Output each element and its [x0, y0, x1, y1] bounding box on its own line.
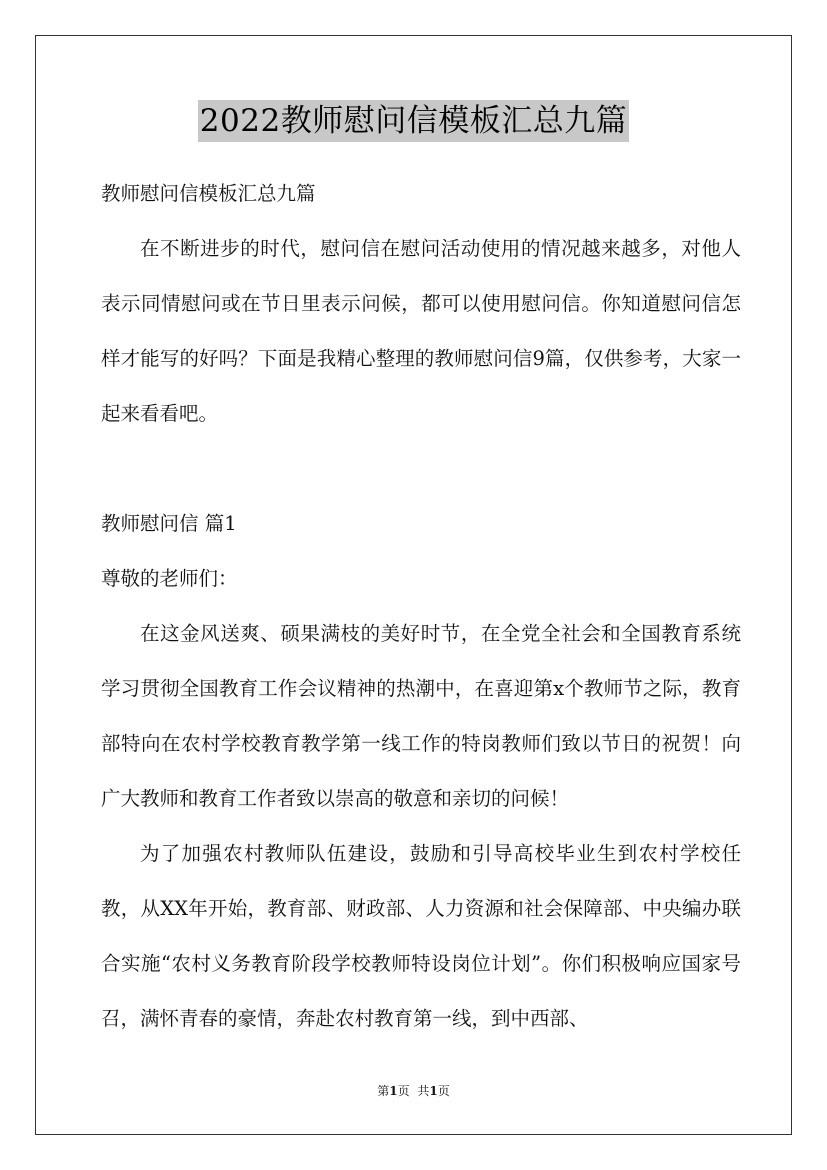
salutation: 尊敬的老师们： [101, 567, 238, 590]
body-paragraph-1: 在这金风送爽、硕果满枝的美好时节，在全党全社会和全国教育系统学习贯彻全国教育工作会议精神的热潮中，在喜迎第x个教师节之际，教育部特向在农村学校教育教学第一线工作的特岗教师们致以节日的祝贺！向广大教师和教育工作者致以崇高的敬意和亲切的问候！ [101, 622, 741, 810]
page-footer [0, 1082, 827, 1099]
intro-paragraph: 在不断进步的时代，慰问信在慰问活动使用的情况越来越多，对他人表示同情慰问或在节日里表示问候，都可以使用慰问信。你知道慰问信怎样才能写的好吗？下面是我精心整理的教师慰问信9篇，仅供参考，大家一起来看看吧。 [101, 237, 741, 425]
document-body [101, 166, 741, 1046]
document-title: 2022教师慰问信模板汇总九篇 [198, 100, 629, 142]
total-prefix: 共 [417, 1084, 430, 1098]
page-prefix: 第 [377, 1084, 390, 1098]
total-pages: 1 [429, 1084, 438, 1098]
paragraph-spacer [101, 441, 741, 496]
title-container [0, 100, 827, 142]
body-paragraph-2: 为了加强农村教师队伍建设，鼓励和引导高校毕业生到农村学校任教，从XX年开始，教育部、财政部、人力资源和社会保障部、中央编办联合实施“农村义务教育阶段学校教师特设岗位计划”。你们积极响应国家号召，满怀青春的豪情，奔赴农村教育第一线，到中西部、 [101, 842, 741, 1030]
total-suffix: 页 [437, 1084, 450, 1098]
subtitle: 教师慰问信模板汇总九篇 [101, 182, 316, 205]
section-heading: 教师慰问信 篇1 [101, 512, 237, 535]
page-suffix: 页 [397, 1084, 410, 1098]
page-number: 1 [389, 1084, 398, 1098]
